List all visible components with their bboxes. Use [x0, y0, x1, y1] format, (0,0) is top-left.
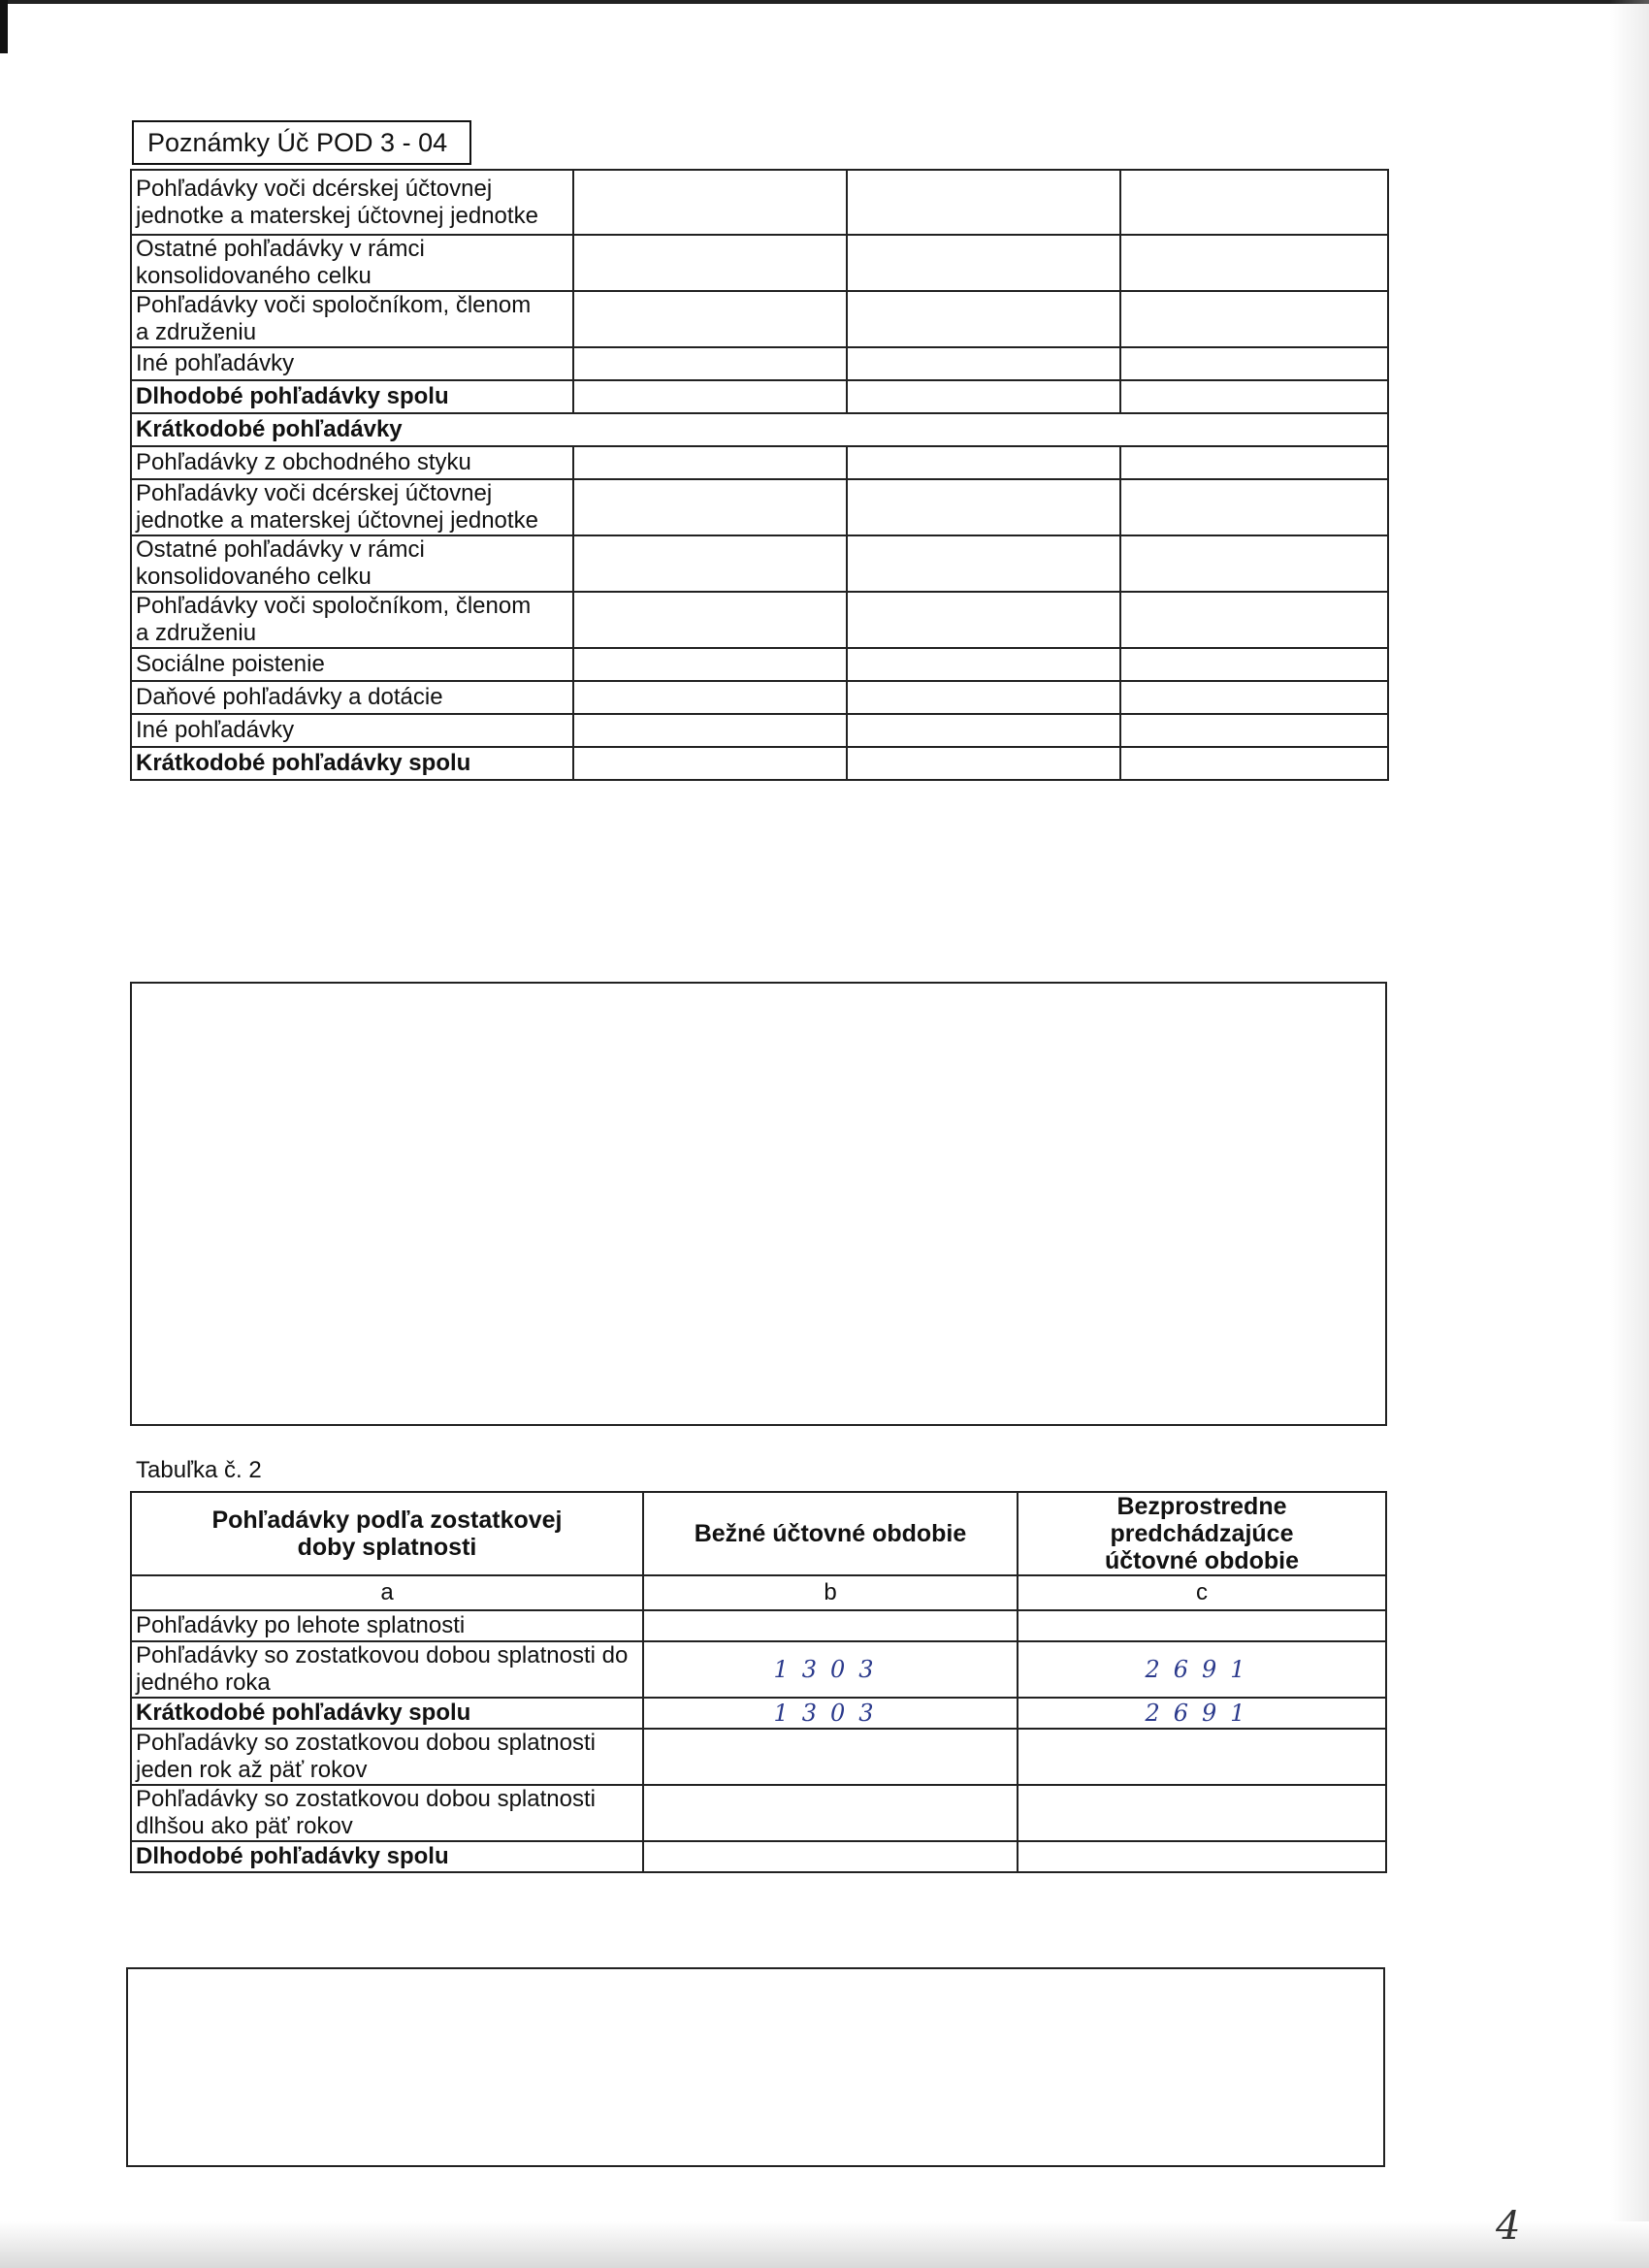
value-cell[interactable]	[847, 291, 1120, 347]
row-label	[131, 1610, 643, 1641]
row-label-line: Pohľadávky voči spoločníkom, členom	[136, 593, 532, 619]
table-row	[131, 1785, 1386, 1841]
value-cell[interactable]	[847, 714, 1120, 747]
notes-box-2[interactable]	[126, 1967, 1385, 2167]
header-col-c-line1: Bezprostredne predchádzajúce	[1110, 1493, 1294, 1547]
scan-edge-top	[0, 0, 1649, 4]
current-period-value[interactable]	[643, 1729, 1018, 1785]
subheader-c: c	[1018, 1575, 1386, 1610]
header-col-a-line1: Pohľadávky podľa zostatkovej	[211, 1507, 563, 1534]
row-label-line: konsolidovaného celku	[136, 564, 372, 590]
previous-period-value[interactable]	[1018, 1610, 1386, 1641]
table-row	[131, 446, 1388, 479]
previous-period-value[interactable]: 2691	[1018, 1698, 1386, 1729]
table-row	[131, 291, 1388, 347]
table-row	[131, 681, 1388, 714]
value-cell[interactable]	[573, 170, 847, 235]
table-row	[131, 592, 1388, 648]
row-label-line: Ostatné pohľadávky v rámci	[136, 536, 425, 563]
row-label-line: Dlhodobé pohľadávky spolu	[136, 383, 449, 409]
row-label-line: jednotke a materskej účtovnej jednotke	[136, 507, 538, 534]
row-label-line: Dlhodobé pohľadávky spolu	[136, 1843, 449, 1869]
row-label	[131, 1698, 643, 1729]
subheader-row	[131, 1575, 1386, 1610]
table-row	[131, 1729, 1386, 1785]
row-label-line: jedného roka	[136, 1669, 271, 1696]
row-label	[131, 413, 1388, 446]
value-cell[interactable]	[847, 380, 1120, 413]
scan-shade-bottom	[0, 2221, 1649, 2268]
current-period-value[interactable]: 1303	[643, 1698, 1018, 1729]
table-row	[131, 1610, 1386, 1641]
table-row	[131, 235, 1388, 291]
row-label	[131, 648, 573, 681]
value-cell[interactable]	[573, 714, 847, 747]
scan-shade-right	[1610, 0, 1649, 2268]
row-label	[131, 347, 573, 380]
row-label-line: Iné pohľadávky	[136, 350, 295, 376]
value-cell[interactable]	[573, 446, 847, 479]
table-row	[131, 347, 1388, 380]
row-label-line: Pohľadávky so zostatkovou dobou splatnosti	[136, 1730, 596, 1756]
table-row	[131, 714, 1388, 747]
header-col-a-line2: doby splatnosti	[297, 1534, 477, 1561]
row-label	[131, 747, 573, 780]
row-label	[131, 681, 573, 714]
value-cell[interactable]	[573, 479, 847, 535]
value-cell[interactable]	[1120, 535, 1388, 592]
value-cell[interactable]	[847, 347, 1120, 380]
row-label-line: Sociálne poistenie	[136, 651, 325, 677]
row-label	[131, 592, 573, 648]
value-cell[interactable]	[1120, 291, 1388, 347]
table-row	[131, 535, 1388, 592]
value-cell[interactable]	[573, 235, 847, 291]
current-period-value[interactable]: 1303	[643, 1641, 1018, 1698]
row-label	[131, 1641, 643, 1698]
value-cell[interactable]	[573, 592, 847, 648]
table-row	[131, 1841, 1386, 1872]
value-cell[interactable]	[573, 648, 847, 681]
page-number: 4	[1496, 2204, 1521, 2249]
row-label	[131, 235, 573, 291]
value-cell[interactable]	[1120, 592, 1388, 648]
table-row	[131, 747, 1388, 780]
row-label-line: Pohľadávky po lehote splatnosti	[136, 1612, 466, 1638]
row-label	[131, 380, 573, 413]
header-col-a	[131, 1492, 643, 1575]
form-header-label: Poznámky Úč POD 3 - 04	[132, 120, 471, 165]
row-label-line: Pohľadávky voči dcérskej účtovnej	[136, 480, 493, 506]
current-period-value[interactable]	[643, 1610, 1018, 1641]
row-label-line: Krátkodobé pohľadávky spolu	[136, 1700, 471, 1726]
previous-period-value[interactable]: 2691	[1018, 1641, 1386, 1698]
table-row	[131, 1698, 1386, 1729]
previous-period-value[interactable]	[1018, 1785, 1386, 1841]
value-cell[interactable]	[1120, 479, 1388, 535]
value-cell[interactable]	[847, 648, 1120, 681]
row-label-line: Ostatné pohľadávky v rámci	[136, 236, 425, 262]
row-label-line: Pohľadávky voči spoločníkom, členom	[136, 292, 532, 318]
row-label-line: Pohľadávky so zostatkovou dobou splatnosti	[136, 1786, 596, 1812]
value-cell[interactable]	[847, 592, 1120, 648]
previous-period-value[interactable]	[1018, 1841, 1386, 1872]
header-col-c	[1018, 1492, 1386, 1575]
row-label-line: a združeniu	[136, 620, 257, 646]
value-cell[interactable]	[573, 535, 847, 592]
header-row	[131, 1492, 1386, 1575]
table-row	[131, 1641, 1386, 1698]
value-cell[interactable]	[1120, 235, 1388, 291]
value-cell[interactable]	[1120, 648, 1388, 681]
subheader-b: b	[643, 1575, 1018, 1610]
value-cell[interactable]	[573, 291, 847, 347]
value-cell[interactable]	[1120, 347, 1388, 380]
value-cell[interactable]	[847, 446, 1120, 479]
value-cell[interactable]	[1120, 446, 1388, 479]
row-label-line: dlhšou ako päť rokov	[136, 1813, 353, 1839]
value-cell[interactable]	[1120, 714, 1388, 747]
table-row	[131, 170, 1388, 235]
section-header-row	[131, 413, 1388, 446]
table-row	[131, 648, 1388, 681]
row-label-line: a združeniu	[136, 319, 257, 345]
subheader-a: a	[131, 1575, 643, 1610]
row-label	[131, 446, 573, 479]
row-label	[131, 714, 573, 747]
row-label-line: Pohľadávky so zostatkovou dobou splatnosti do	[136, 1642, 629, 1669]
value-cell[interactable]	[573, 380, 847, 413]
value-cell[interactable]	[573, 347, 847, 380]
row-label-line: Krátkodobé pohľadávky	[136, 416, 403, 442]
row-label-line: jednotke a materskej účtovnej jednotke	[136, 202, 538, 229]
table-caption: Tabuľka č. 2	[136, 1457, 262, 1483]
row-label	[131, 1729, 643, 1785]
current-period-value[interactable]	[643, 1841, 1018, 1872]
value-cell[interactable]	[1120, 747, 1388, 780]
row-label-line: Iné pohľadávky	[136, 717, 295, 743]
row-label	[131, 479, 573, 535]
scan-edge-left	[0, 0, 8, 53]
row-label	[131, 1785, 643, 1841]
row-label-line: Pohľadávky voči dcérskej účtovnej	[136, 175, 493, 202]
row-label-line: konsolidovaného celku	[136, 263, 372, 289]
row-label-line: jeden rok až päť rokov	[136, 1757, 368, 1783]
value-cell[interactable]	[573, 681, 847, 714]
receivables-maturity-table	[130, 1491, 1387, 1873]
value-cell[interactable]	[1120, 681, 1388, 714]
previous-period-value[interactable]	[1018, 1729, 1386, 1785]
row-label	[131, 535, 573, 592]
value-cell[interactable]	[847, 535, 1120, 592]
table-row	[131, 380, 1388, 413]
table-row	[131, 479, 1388, 535]
row-label	[131, 1841, 643, 1872]
value-cell[interactable]	[573, 747, 847, 780]
current-period-value[interactable]	[643, 1785, 1018, 1841]
value-cell[interactable]	[1120, 170, 1388, 235]
value-cell[interactable]	[847, 479, 1120, 535]
value-cell[interactable]	[847, 747, 1120, 780]
row-label-line: Daňové pohľadávky a dotácie	[136, 684, 443, 710]
receivables-table	[130, 169, 1389, 781]
row-label	[131, 291, 573, 347]
row-label-line: Pohľadávky z obchodného styku	[136, 449, 471, 475]
row-label	[131, 170, 573, 235]
header-col-b: Bežné účtovné obdobie	[643, 1492, 1018, 1575]
header-col-c-line2: účtovné obdobie	[1105, 1547, 1299, 1574]
value-cell[interactable]	[847, 681, 1120, 714]
value-cell[interactable]	[1120, 380, 1388, 413]
value-cell[interactable]	[847, 235, 1120, 291]
value-cell[interactable]	[847, 170, 1120, 235]
row-label-line: Krátkodobé pohľadávky spolu	[136, 750, 471, 776]
notes-box-1[interactable]	[130, 982, 1387, 1426]
